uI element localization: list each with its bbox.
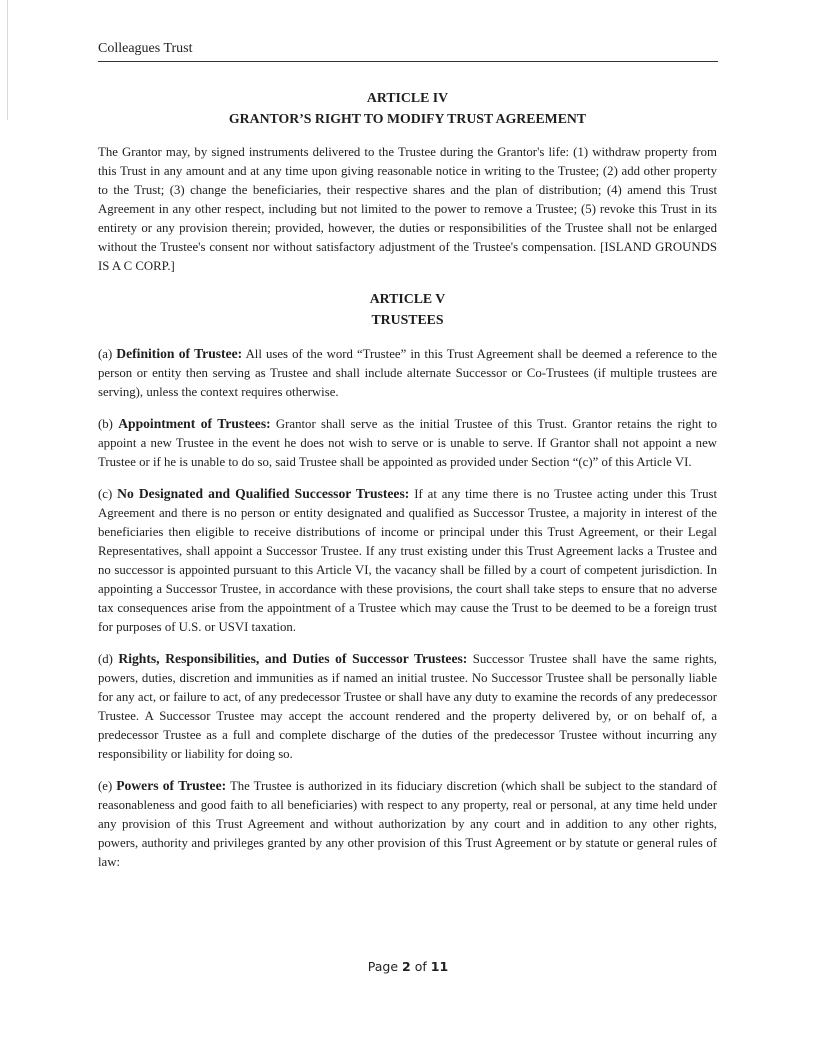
article-5-number: ARTICLE V [369, 291, 446, 306]
section-heading: Powers of Trustee: [116, 778, 227, 793]
page-header [98, 40, 718, 62]
section-letter: (d) [98, 652, 113, 666]
section-a-paragraph [98, 344, 717, 402]
article-5-heading [98, 288, 717, 330]
section-text: All uses of the word “Trustee” in this Trust Agreement shall be deemed a reference to the person or entity then serving as Trustee and shall include alternate Successor or Co-Trustees (if multiple trustees are serving), unless the context requires otherwise. [98, 347, 718, 399]
section-heading: Definition of Trustee: [116, 346, 243, 361]
section-heading: Rights, Responsibilities, and Duties of Successor Trustees: [118, 651, 468, 666]
section-c-paragraph [98, 484, 717, 637]
section-e-paragraph [98, 776, 717, 872]
of-word: of [414, 959, 427, 974]
scan-edge-line [7, 0, 8, 120]
section-letter: (a) [98, 347, 113, 361]
article-4-number: ARTICLE IV [366, 90, 449, 105]
section-text: Successor Trustee shall have the same rights, powers, duties, discretion and immunities as if named an initial trustee. No Successor Trustee shall be personally liable for any act, or failure to act, of any predecessor Trustee or shall have any duty to examine the records of any predecessor Trustee. A Successor Trustee may accept the account rendered and the property delivered by, or on behalf of, a predecessor Trustee as a full and complete discharge of the duties of the predecessor Trustee without incurring any responsibility or liability for doing so. [98, 652, 717, 761]
document-body [98, 87, 717, 872]
section-b-paragraph [98, 414, 717, 472]
section-letter: (c) [98, 487, 113, 501]
header-rule [98, 61, 718, 62]
article-4-heading [98, 87, 717, 129]
section-letter: (b) [98, 417, 113, 431]
section-d-paragraph [98, 649, 717, 764]
page-word: Page [367, 959, 399, 974]
page-footer [0, 959, 816, 974]
article-4-title: GRANTOR’S RIGHT TO MODIFY TRUST AGREEMENT [228, 111, 587, 126]
section-heading: No Designated and Qualified Successor Trustees: [117, 486, 410, 501]
section-text: If at any time there is no Trustee acting under this Trust Agreement and there is no person or entity designated and qualified as Successor Trustee, a majority in interest of the beneficiaries then eligible to receive distributions of income or principal under this Trust Agreement, or their Legal Representatives, shall appoint a Successor Trustee. If any trust existing under this Trust Agreement lacks a Trustee and no successor is appointed pursuant to this Article VI, the vacancy shall be filled by a court of competent jurisdiction. In appointing a Successor Trustee, in accordance with these provisions, the court shall take steps to ensure that no adverse tax consequences arise from the appointment of a Trustee which may cause the Trust to be deemed to be a foreign trust for purposes of U.S. or USVI taxation. [98, 487, 718, 634]
section-text: Grantor shall serve as the initial Trustee of this Trust. Grantor retains the right to appoint a new Trustee in the event he does not wish to serve or is unable to serve. If Grantor shall not appoint a new Trustee or if he is unable to do so, said Trustee shall be appointed as provided under Section “(c)” of this Article VI. [98, 417, 717, 469]
article-5-title: TRUSTEES [371, 312, 444, 327]
article-4-body: The Grantor may, by signed instruments delivered to the Trustee during the Grantor's life: (1) withdraw property from this Trust in any amount and at any time upon giving reasonable notice in writing to the Trustee; (2) add other property to the Trust; (3) change the beneficiaries, their respective shares and the plan of distribution; (4) amend this Trust Agreement in any other respect, including but not limited to the power to remove a Trustee; (5) revoke this Trust in its entirety or any provision therein; provided, however, the duties or responsibilities of the Trustee shall not be enlarged without the Trustee's consent nor without satisfactory adjustment of the Trustee's compensation. [ISLAND GROUNDS IS A C CORP.] [98, 145, 717, 273]
section-heading: Appointment of Trustees: [118, 416, 271, 431]
page-total: 11 [430, 959, 449, 974]
section-letter: (e) [98, 779, 113, 793]
page-current: 2 [402, 959, 411, 974]
header-title: Colleagues Trust [98, 41, 193, 56]
section-text: The Trustee is authorized in its fiduciary discretion (which shall be subject to the standard of reasonableness and good faith to all beneficiaries) with respect to any property, real or personal, at any time held under any provision of this Trust Agreement and without authorization by any court and in addition to any other rights, powers, authority and privileges granted by any other provision of this Trust Agreement or by statute or general rules of law: [98, 779, 718, 869]
